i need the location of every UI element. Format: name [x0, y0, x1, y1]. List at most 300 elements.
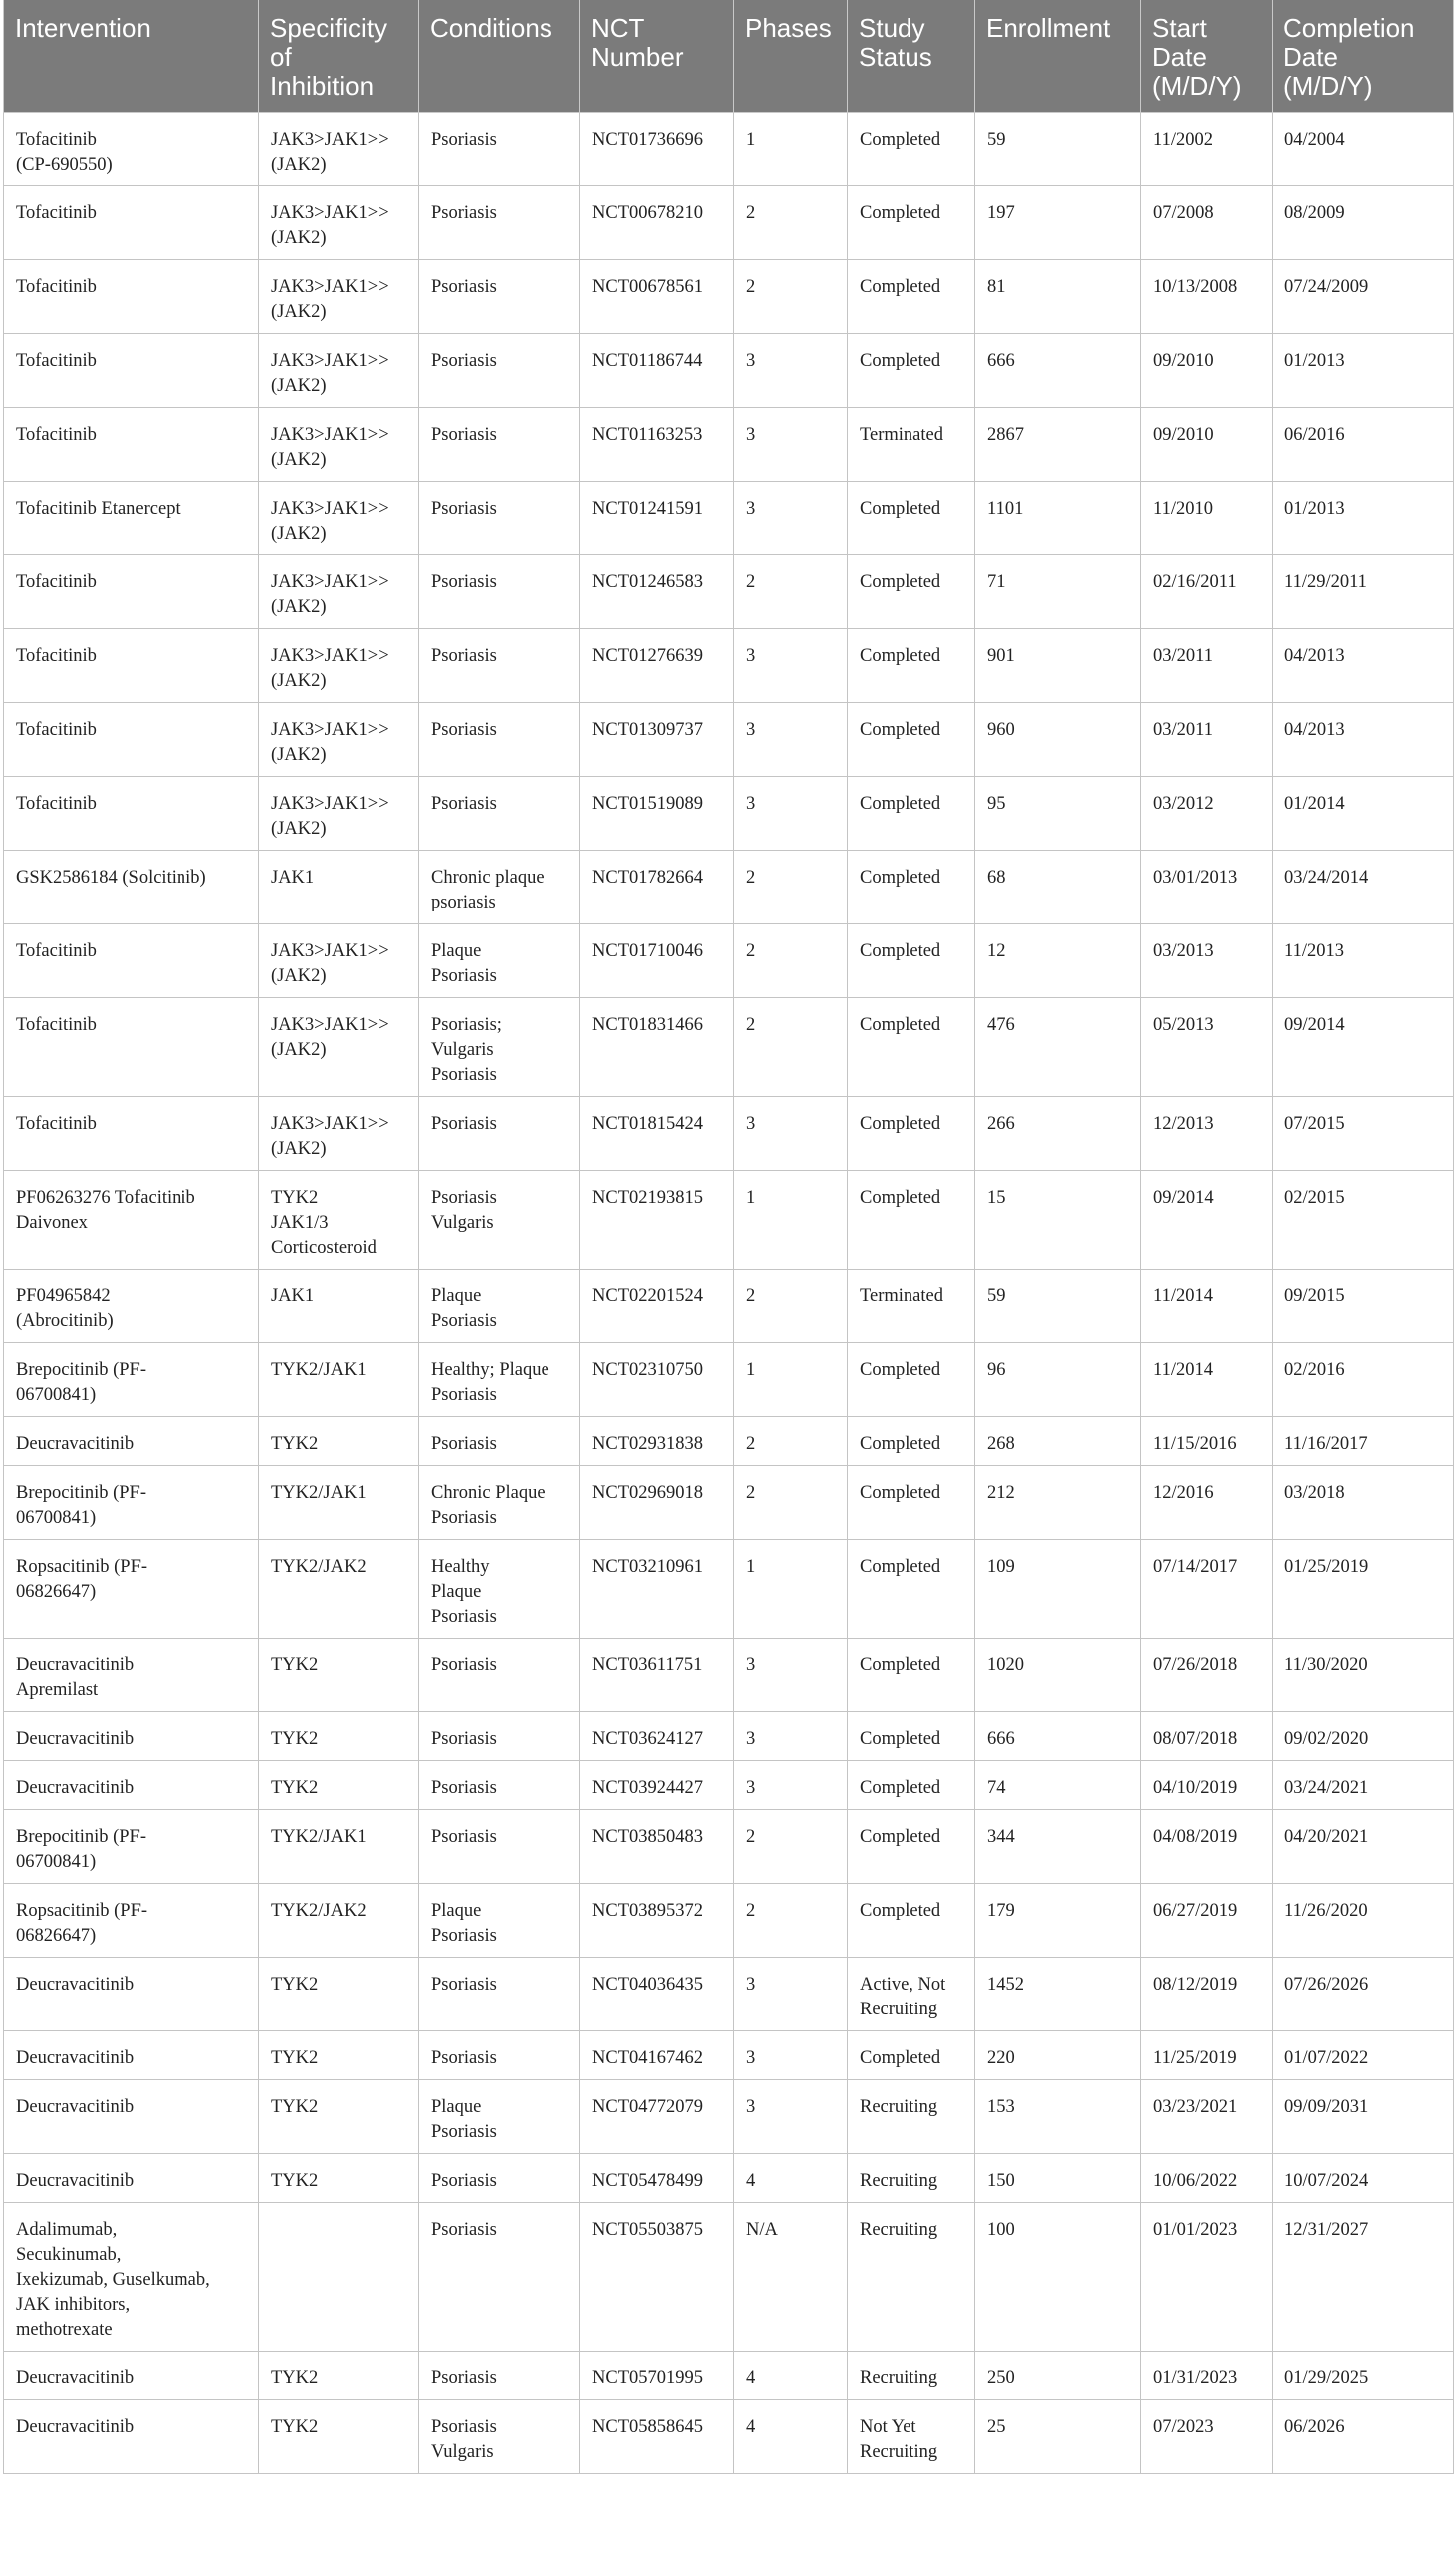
cell-study-status: Completed: [848, 1465, 975, 1539]
cell-study-status: Completed: [848, 259, 975, 333]
cell-enrollment: 179: [975, 1883, 1141, 1957]
cell-specificity: JAK3>JAK1>> (JAK2): [259, 702, 419, 776]
cell-specificity: TYK2/JAK1: [259, 1342, 419, 1416]
cell-completion-date: 01/29/2025: [1273, 2351, 1454, 2399]
cell-phases: 2: [734, 1883, 848, 1957]
table-body: [4, 112, 1454, 2473]
cell-intervention: Tofacitinib: [4, 1096, 259, 1170]
cell-nct-number: NCT01815424: [580, 1096, 734, 1170]
cell-enrollment: 150: [975, 2153, 1141, 2202]
table-row: [4, 259, 1454, 333]
cell-specificity: JAK3>JAK1>> (JAK2): [259, 776, 419, 850]
cell-enrollment: 666: [975, 333, 1141, 407]
cell-study-status: Completed: [848, 776, 975, 850]
cell-nct-number: NCT03895372: [580, 1883, 734, 1957]
cell-nct-number: NCT02310750: [580, 1342, 734, 1416]
cell-start-date: 07/2023: [1141, 2399, 1273, 2473]
cell-conditions: Psoriasis: [419, 333, 580, 407]
cell-completion-date: 03/2018: [1273, 1465, 1454, 1539]
cell-completion-date: 07/24/2009: [1273, 259, 1454, 333]
cell-study-status: Not Yet Recruiting: [848, 2399, 975, 2473]
cell-study-status: Recruiting: [848, 2351, 975, 2399]
cell-conditions: Psoriasis; Vulgaris Psoriasis: [419, 997, 580, 1096]
cell-enrollment: 68: [975, 850, 1141, 923]
cell-conditions: Psoriasis: [419, 776, 580, 850]
cell-nct-number: NCT03924427: [580, 1760, 734, 1809]
table-row: [4, 2153, 1454, 2202]
cell-start-date: 03/23/2021: [1141, 2079, 1273, 2153]
cell-start-date: 11/2014: [1141, 1269, 1273, 1342]
table-row: [4, 628, 1454, 702]
cell-enrollment: 71: [975, 554, 1141, 628]
cell-start-date: 04/10/2019: [1141, 1760, 1273, 1809]
cell-specificity: TYK2/JAK2: [259, 1539, 419, 1638]
cell-nct-number: NCT05503875: [580, 2202, 734, 2351]
cell-nct-number: NCT01736696: [580, 112, 734, 185]
table-row: [4, 112, 1454, 185]
cell-nct-number: NCT05701995: [580, 2351, 734, 2399]
cell-nct-number: NCT00678210: [580, 185, 734, 259]
cell-nct-number: NCT03611751: [580, 1638, 734, 1711]
cell-study-status: Completed: [848, 1342, 975, 1416]
cell-specificity: JAK3>JAK1>> (JAK2): [259, 407, 419, 481]
cell-nct-number: NCT01246583: [580, 554, 734, 628]
cell-intervention: Adalimumab, Secukinumab, Ixekizumab, Guselkumab, JAK inhibitors, methotrexate: [4, 2202, 259, 2351]
cell-start-date: 08/07/2018: [1141, 1711, 1273, 1760]
cell-nct-number: NCT02931838: [580, 1416, 734, 1465]
cell-nct-number: NCT02969018: [580, 1465, 734, 1539]
cell-start-date: 03/01/2013: [1141, 850, 1273, 923]
cell-nct-number: NCT03850483: [580, 1809, 734, 1883]
cell-start-date: 10/13/2008: [1141, 259, 1273, 333]
cell-specificity: JAK3>JAK1>> (JAK2): [259, 259, 419, 333]
cell-specificity: JAK1: [259, 850, 419, 923]
table-header: [4, 0, 1454, 112]
cell-conditions: Psoriasis: [419, 628, 580, 702]
cell-intervention: Deucravacitinib: [4, 2153, 259, 2202]
cell-enrollment: 266: [975, 1096, 1141, 1170]
cell-phases: 4: [734, 2399, 848, 2473]
cell-start-date: 07/26/2018: [1141, 1638, 1273, 1711]
cell-study-status: Completed: [848, 554, 975, 628]
cell-conditions: Chronic plaque psoriasis: [419, 850, 580, 923]
table-row: [4, 702, 1454, 776]
cell-intervention: Deucravacitinib: [4, 1760, 259, 1809]
cell-enrollment: 74: [975, 1760, 1141, 1809]
cell-study-status: Completed: [848, 1883, 975, 1957]
cell-phases: 1: [734, 1342, 848, 1416]
cell-phases: 2: [734, 185, 848, 259]
cell-enrollment: 197: [975, 185, 1141, 259]
cell-conditions: Psoriasis: [419, 554, 580, 628]
cell-phases: 2: [734, 923, 848, 997]
cell-intervention: Brepocitinib (PF- 06700841): [4, 1465, 259, 1539]
cell-completion-date: 11/29/2011: [1273, 554, 1454, 628]
cell-completion-date: 11/30/2020: [1273, 1638, 1454, 1711]
cell-start-date: 01/01/2023: [1141, 2202, 1273, 2351]
cell-enrollment: 109: [975, 1539, 1141, 1638]
cell-intervention: Tofacitinib: [4, 259, 259, 333]
cell-enrollment: 960: [975, 702, 1141, 776]
cell-enrollment: 268: [975, 1416, 1141, 1465]
cell-enrollment: 2867: [975, 407, 1141, 481]
cell-enrollment: 81: [975, 259, 1141, 333]
cell-completion-date: 02/2015: [1273, 1170, 1454, 1269]
cell-start-date: 06/27/2019: [1141, 1883, 1273, 1957]
cell-specificity: TYK2: [259, 1638, 419, 1711]
cell-intervention: Tofacitinib: [4, 554, 259, 628]
cell-specificity: TYK2/JAK2: [259, 1883, 419, 1957]
clinical-trials-table: [3, 0, 1454, 2474]
cell-intervention: PF04965842 (Abrocitinib): [4, 1269, 259, 1342]
header-phases: Phases: [734, 0, 848, 112]
cell-nct-number: NCT01163253: [580, 407, 734, 481]
cell-specificity: JAK3>JAK1>> (JAK2): [259, 481, 419, 554]
header-specificity: Specificity of Inhibition: [259, 0, 419, 112]
cell-start-date: 02/16/2011: [1141, 554, 1273, 628]
cell-nct-number: NCT04036435: [580, 1957, 734, 2030]
cell-start-date: 11/25/2019: [1141, 2030, 1273, 2079]
cell-start-date: 10/06/2022: [1141, 2153, 1273, 2202]
cell-specificity: JAK3>JAK1>> (JAK2): [259, 628, 419, 702]
table-row: [4, 1711, 1454, 1760]
cell-start-date: 12/2016: [1141, 1465, 1273, 1539]
cell-specificity: JAK3>JAK1>> (JAK2): [259, 333, 419, 407]
cell-enrollment: 59: [975, 1269, 1141, 1342]
cell-intervention: Deucravacitinib: [4, 1957, 259, 2030]
cell-study-status: Completed: [848, 702, 975, 776]
cell-phases: 3: [734, 1957, 848, 2030]
cell-nct-number: NCT01186744: [580, 333, 734, 407]
header-completion-date: Completion Date (M/D/Y): [1273, 0, 1454, 112]
table-row: [4, 1269, 1454, 1342]
table-row: [4, 1760, 1454, 1809]
cell-intervention: Brepocitinib (PF- 06700841): [4, 1342, 259, 1416]
cell-intervention: Tofacitinib Etanercept: [4, 481, 259, 554]
cell-intervention: Deucravacitinib Apremilast: [4, 1638, 259, 1711]
cell-intervention: Deucravacitinib: [4, 2030, 259, 2079]
cell-start-date: 03/2013: [1141, 923, 1273, 997]
table-row: [4, 1342, 1454, 1416]
cell-nct-number: NCT04772079: [580, 2079, 734, 2153]
cell-conditions: Plaque Psoriasis: [419, 2079, 580, 2153]
cell-start-date: 09/2014: [1141, 1170, 1273, 1269]
cell-phases: N/A: [734, 2202, 848, 2351]
table-row: [4, 1539, 1454, 1638]
cell-conditions: Psoriasis: [419, 1809, 580, 1883]
cell-specificity: TYK2: [259, 2351, 419, 2399]
cell-completion-date: 02/2016: [1273, 1342, 1454, 1416]
cell-conditions: Psoriasis: [419, 1638, 580, 1711]
table-row: [4, 333, 1454, 407]
cell-specificity: JAK3>JAK1>> (JAK2): [259, 554, 419, 628]
cell-completion-date: 07/2015: [1273, 1096, 1454, 1170]
cell-completion-date: 01/2013: [1273, 333, 1454, 407]
cell-conditions: Psoriasis: [419, 407, 580, 481]
cell-nct-number: NCT01241591: [580, 481, 734, 554]
cell-conditions: Psoriasis: [419, 481, 580, 554]
cell-phases: 3: [734, 407, 848, 481]
table-row: [4, 1638, 1454, 1711]
cell-specificity: TYK2/JAK1: [259, 1465, 419, 1539]
cell-enrollment: 96: [975, 1342, 1141, 1416]
table-row: [4, 1809, 1454, 1883]
table-row: [4, 1416, 1454, 1465]
cell-phases: 2: [734, 1269, 848, 1342]
cell-enrollment: 250: [975, 2351, 1141, 2399]
cell-study-status: Completed: [848, 1539, 975, 1638]
table-row: [4, 2079, 1454, 2153]
table-row: [4, 2351, 1454, 2399]
table-row: [4, 1170, 1454, 1269]
cell-conditions: Chronic Plaque Psoriasis: [419, 1465, 580, 1539]
cell-nct-number: NCT01831466: [580, 997, 734, 1096]
cell-enrollment: 344: [975, 1809, 1141, 1883]
cell-conditions: Psoriasis: [419, 2153, 580, 2202]
cell-intervention: GSK2586184 (Solcitinib): [4, 850, 259, 923]
cell-completion-date: 04/20/2021: [1273, 1809, 1454, 1883]
cell-intervention: Tofacitinib: [4, 407, 259, 481]
cell-completion-date: 08/2009: [1273, 185, 1454, 259]
cell-nct-number: NCT05478499: [580, 2153, 734, 2202]
cell-study-status: Completed: [848, 997, 975, 1096]
cell-nct-number: NCT03210961: [580, 1539, 734, 1638]
cell-nct-number: NCT01782664: [580, 850, 734, 923]
cell-phases: 3: [734, 1760, 848, 1809]
cell-intervention: Deucravacitinib: [4, 2079, 259, 2153]
cell-specificity: JAK3>JAK1>> (JAK2): [259, 1096, 419, 1170]
cell-conditions: Psoriasis: [419, 2351, 580, 2399]
cell-completion-date: 11/26/2020: [1273, 1883, 1454, 1957]
cell-completion-date: 07/26/2026: [1273, 1957, 1454, 2030]
cell-phases: 3: [734, 333, 848, 407]
cell-phases: 3: [734, 628, 848, 702]
cell-study-status: Completed: [848, 850, 975, 923]
cell-specificity: TYK2: [259, 1711, 419, 1760]
cell-nct-number: NCT01276639: [580, 628, 734, 702]
cell-intervention: Deucravacitinib: [4, 2399, 259, 2473]
cell-intervention: Deucravacitinib: [4, 1711, 259, 1760]
cell-nct-number: NCT01309737: [580, 702, 734, 776]
cell-start-date: 03/2011: [1141, 702, 1273, 776]
cell-specificity: [259, 2202, 419, 2351]
cell-start-date: 07/2008: [1141, 185, 1273, 259]
cell-intervention: Tofacitinib: [4, 185, 259, 259]
cell-completion-date: 09/02/2020: [1273, 1711, 1454, 1760]
cell-study-status: Completed: [848, 628, 975, 702]
cell-conditions: Psoriasis: [419, 1760, 580, 1809]
header-conditions: Conditions: [419, 0, 580, 112]
cell-start-date: 12/2013: [1141, 1096, 1273, 1170]
cell-phases: 2: [734, 554, 848, 628]
cell-completion-date: 06/2026: [1273, 2399, 1454, 2473]
cell-intervention: Tofacitinib: [4, 923, 259, 997]
table-row: [4, 1883, 1454, 1957]
cell-specificity: JAK1: [259, 1269, 419, 1342]
cell-completion-date: 01/2014: [1273, 776, 1454, 850]
cell-completion-date: 10/07/2024: [1273, 2153, 1454, 2202]
cell-completion-date: 09/09/2031: [1273, 2079, 1454, 2153]
cell-completion-date: 12/31/2027: [1273, 2202, 1454, 2351]
header-row: [4, 0, 1454, 112]
cell-intervention: Tofacitinib: [4, 333, 259, 407]
cell-enrollment: 100: [975, 2202, 1141, 2351]
cell-start-date: 01/31/2023: [1141, 2351, 1273, 2399]
cell-conditions: Psoriasis: [419, 2202, 580, 2351]
cell-conditions: Psoriasis: [419, 185, 580, 259]
table-row: [4, 923, 1454, 997]
cell-nct-number: NCT02201524: [580, 1269, 734, 1342]
cell-intervention: Deucravacitinib: [4, 1416, 259, 1465]
cell-enrollment: 476: [975, 997, 1141, 1096]
cell-enrollment: 25: [975, 2399, 1141, 2473]
cell-specificity: TYK2 JAK1/3 Corticosteroid: [259, 1170, 419, 1269]
cell-intervention: Brepocitinib (PF- 06700841): [4, 1809, 259, 1883]
cell-completion-date: 03/24/2014: [1273, 850, 1454, 923]
cell-phases: 1: [734, 1170, 848, 1269]
cell-conditions: Psoriasis: [419, 2030, 580, 2079]
cell-conditions: Psoriasis: [419, 1096, 580, 1170]
cell-intervention: Ropsacitinib (PF- 06826647): [4, 1883, 259, 1957]
cell-specificity: JAK3>JAK1>> (JAK2): [259, 923, 419, 997]
cell-study-status: Terminated: [848, 1269, 975, 1342]
cell-phases: 3: [734, 702, 848, 776]
cell-study-status: Completed: [848, 481, 975, 554]
cell-phases: 1: [734, 1539, 848, 1638]
cell-study-status: Completed: [848, 1096, 975, 1170]
cell-completion-date: 09/2015: [1273, 1269, 1454, 1342]
cell-study-status: Completed: [848, 1809, 975, 1883]
header-start-date: Start Date (M/D/Y): [1141, 0, 1273, 112]
cell-conditions: Psoriasis: [419, 1711, 580, 1760]
cell-intervention: Deucravacitinib: [4, 2351, 259, 2399]
cell-enrollment: 901: [975, 628, 1141, 702]
cell-specificity: TYK2: [259, 1416, 419, 1465]
table-row: [4, 554, 1454, 628]
cell-intervention: Tofacitinib: [4, 702, 259, 776]
cell-phases: 2: [734, 1416, 848, 1465]
cell-phases: 3: [734, 1638, 848, 1711]
cell-phases: 2: [734, 997, 848, 1096]
cell-enrollment: 59: [975, 112, 1141, 185]
cell-specificity: TYK2: [259, 1957, 419, 2030]
cell-phases: 2: [734, 850, 848, 923]
cell-start-date: 05/2013: [1141, 997, 1273, 1096]
cell-study-status: Recruiting: [848, 2202, 975, 2351]
cell-nct-number: NCT05858645: [580, 2399, 734, 2473]
cell-completion-date: 06/2016: [1273, 407, 1454, 481]
cell-specificity: TYK2: [259, 2030, 419, 2079]
cell-specificity: TYK2: [259, 2079, 419, 2153]
cell-enrollment: 153: [975, 2079, 1141, 2153]
cell-specificity: TYK2/JAK1: [259, 1809, 419, 1883]
cell-nct-number: NCT01710046: [580, 923, 734, 997]
cell-nct-number: NCT02193815: [580, 1170, 734, 1269]
cell-conditions: Plaque Psoriasis: [419, 1269, 580, 1342]
cell-study-status: Completed: [848, 1711, 975, 1760]
cell-start-date: 11/2002: [1141, 112, 1273, 185]
cell-study-status: Completed: [848, 185, 975, 259]
cell-start-date: 11/15/2016: [1141, 1416, 1273, 1465]
cell-phases: 2: [734, 1809, 848, 1883]
cell-phases: 3: [734, 776, 848, 850]
table-row: [4, 407, 1454, 481]
cell-study-status: Recruiting: [848, 2079, 975, 2153]
cell-conditions: Plaque Psoriasis: [419, 923, 580, 997]
cell-study-status: Completed: [848, 1760, 975, 1809]
cell-study-status: Completed: [848, 923, 975, 997]
header-nct-number: NCT Number: [580, 0, 734, 112]
table-row: [4, 776, 1454, 850]
cell-completion-date: 09/2014: [1273, 997, 1454, 1096]
cell-study-status: Terminated: [848, 407, 975, 481]
cell-start-date: 11/2010: [1141, 481, 1273, 554]
cell-phases: 3: [734, 481, 848, 554]
cell-conditions: Psoriasis Vulgaris: [419, 2399, 580, 2473]
cell-enrollment: 212: [975, 1465, 1141, 1539]
cell-enrollment: 1020: [975, 1638, 1141, 1711]
cell-enrollment: 220: [975, 2030, 1141, 2079]
cell-intervention: Tofacitinib: [4, 997, 259, 1096]
cell-completion-date: 04/2013: [1273, 628, 1454, 702]
cell-specificity: JAK3>JAK1>> (JAK2): [259, 185, 419, 259]
cell-completion-date: 01/25/2019: [1273, 1539, 1454, 1638]
cell-completion-date: 01/07/2022: [1273, 2030, 1454, 2079]
cell-phases: 3: [734, 2030, 848, 2079]
cell-specificity: TYK2: [259, 1760, 419, 1809]
cell-conditions: Psoriasis: [419, 1416, 580, 1465]
cell-enrollment: 95: [975, 776, 1141, 850]
cell-nct-number: NCT01519089: [580, 776, 734, 850]
cell-nct-number: NCT04167462: [580, 2030, 734, 2079]
header-study-status: Study Status: [848, 0, 975, 112]
cell-enrollment: 666: [975, 1711, 1141, 1760]
cell-completion-date: 04/2004: [1273, 112, 1454, 185]
cell-completion-date: 01/2013: [1273, 481, 1454, 554]
cell-nct-number: NCT00678561: [580, 259, 734, 333]
cell-start-date: 09/2010: [1141, 407, 1273, 481]
cell-phases: 4: [734, 2153, 848, 2202]
cell-study-status: Completed: [848, 333, 975, 407]
cell-completion-date: 11/2013: [1273, 923, 1454, 997]
table-row: [4, 2202, 1454, 2351]
table-row: [4, 1096, 1454, 1170]
cell-phases: 1: [734, 112, 848, 185]
cell-conditions: Healthy; Plaque Psoriasis: [419, 1342, 580, 1416]
cell-intervention: Tofacitinib: [4, 776, 259, 850]
cell-conditions: Psoriasis: [419, 702, 580, 776]
cell-intervention: Tofacitinib: [4, 628, 259, 702]
cell-completion-date: 11/16/2017: [1273, 1416, 1454, 1465]
cell-start-date: 03/2011: [1141, 628, 1273, 702]
cell-study-status: Completed: [848, 1638, 975, 1711]
table-row: [4, 850, 1454, 923]
cell-start-date: 09/2010: [1141, 333, 1273, 407]
cell-intervention: PF06263276 Tofacitinib Daivonex: [4, 1170, 259, 1269]
cell-study-status: Completed: [848, 2030, 975, 2079]
cell-study-status: Completed: [848, 1416, 975, 1465]
cell-study-status: Active, Not Recruiting: [848, 1957, 975, 2030]
cell-completion-date: 03/24/2021: [1273, 1760, 1454, 1809]
cell-start-date: 03/2012: [1141, 776, 1273, 850]
cell-phases: 2: [734, 259, 848, 333]
cell-phases: 3: [734, 1096, 848, 1170]
table-row: [4, 481, 1454, 554]
cell-start-date: 08/12/2019: [1141, 1957, 1273, 2030]
table-row: [4, 185, 1454, 259]
cell-phases: 2: [734, 1465, 848, 1539]
cell-phases: 3: [734, 2079, 848, 2153]
